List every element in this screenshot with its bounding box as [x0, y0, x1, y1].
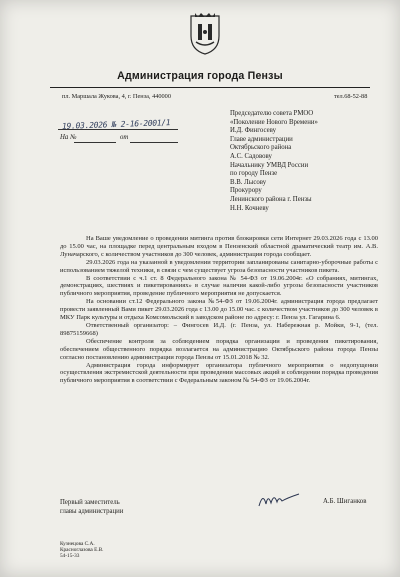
- executors-block: [60, 541, 104, 560]
- organization-title: Администрация города Пензы: [117, 70, 283, 82]
- body-paragraph: В соответствии с ч.1 ст. 8 Федерального закона № 54-ФЗ от 19.06.2004г. «О собраниях, митингах, демонстрациях, шествиях и пикетированиях» в случае наличия какой-либо угрозы безопасности участников публичного мероприятия, проведение публичного мероприятия не допускается.: [60, 274, 378, 298]
- signatory-position-line: главы администрации: [60, 508, 124, 515]
- body-paragraph: Обеспечение контроля за соблюдением порядка организации и проведения пикетирования, обеспечением общественного порядка возлагается на администрацию Октябрьского района города Пензы согласно постановлению администрации города Пензы от 15.01.2018 № 32.: [60, 337, 378, 361]
- body-paragraph: Ответственный организатор: – Фингосев И.Д. (г. Пенза, ул. Набережная р. Мойки, 9-1, (тел. 89875159668): [60, 321, 378, 337]
- addressee-line: Главе администрации: [230, 135, 293, 143]
- reference-number-line: [74, 142, 116, 143]
- handwritten-signature: [255, 488, 303, 512]
- header-divider: [50, 87, 370, 88]
- letter-body: [60, 235, 378, 385]
- addressee-line: Ленинского района г. Пензы: [230, 195, 312, 203]
- signatory-position: [60, 498, 123, 516]
- body-paragraph: Администрация города информирует организатора публичного мероприятия о недопущении осуществления экстремистской деятельности при проведении массовых акций и соблюдении порядка проведения публичного мероприятия в соответствии с Федеральным законом № 54-ФЗ от 19.06.2004г.: [60, 361, 378, 385]
- addressee-line: Н.Н. Кочневу: [230, 204, 269, 212]
- addressee-line: Начальнику УМВД России: [230, 161, 309, 169]
- addressee-line: И.Д. Фингосеву: [230, 127, 276, 135]
- body-paragraph: На Ваше уведомление о проведении митинга против блокировки сети Интернет 29.03.2026 года с 13.00 до 15.00 час, на площадке перед центральным входом в Пензенский областной драматический театр им. А.В. Луначарского, с количеством участников до 300 человек, администрация города сообщает.: [60, 235, 378, 258]
- addressee-line: по городу Пензе: [230, 170, 278, 178]
- addressee-line: Прокурору: [230, 187, 262, 195]
- reference-date-line: [130, 142, 178, 143]
- addressee-line: В.В. Лысову: [230, 178, 267, 186]
- organization-address: пл. Маршала Жукова, 4, г. Пенза, 440000: [62, 93, 171, 100]
- reference-number-label: На №: [60, 134, 77, 141]
- addressee-line: Октябрьского района: [230, 144, 292, 152]
- addressee-line: Председателю совета РМОО: [230, 110, 314, 117]
- addressee-block: [230, 110, 390, 213]
- body-paragraph: На основании ст.12 Федерального закона №54-ФЗ от 19.06.2004г. администрация города предлагает провести заявленный Вами пикет 29.03.2026 года с 13.00 до 15.00 час. с количеством участников до 300 человек в МКУ Парк культуры и отдыха Комсомольский в заводском районе по адресу: г. Пенза ул. Гагарина 6.: [60, 298, 378, 322]
- body-paragraph: 29.03.2026 года на указанной в уведомлении территории запланированы санитарно-уборочные работы с использованием тяжелой техники, в связи с чем существует угроза безопасности участников пикета.: [60, 258, 378, 274]
- coat-of-arms-icon: [188, 10, 222, 56]
- executor-phone: 54-15-33: [60, 553, 80, 560]
- executor-name: Кузнецова С.А.: [60, 541, 95, 547]
- addressee-line: А.С. Садовову: [230, 152, 272, 160]
- organization-phone: тел.68-52-88: [334, 93, 368, 100]
- reference-date-label: от: [120, 134, 129, 141]
- addressee-line: «Поколение Нового Времени»: [230, 118, 318, 126]
- signatory-position-line: Первый заместитель: [60, 499, 120, 506]
- signatory-name: А.Б. Шиганков: [323, 498, 367, 505]
- executor-name: Красноглазова Е.В.: [60, 547, 104, 554]
- registration-handwritten: 19.03.2026 № 2-16-2001/1: [61, 118, 171, 131]
